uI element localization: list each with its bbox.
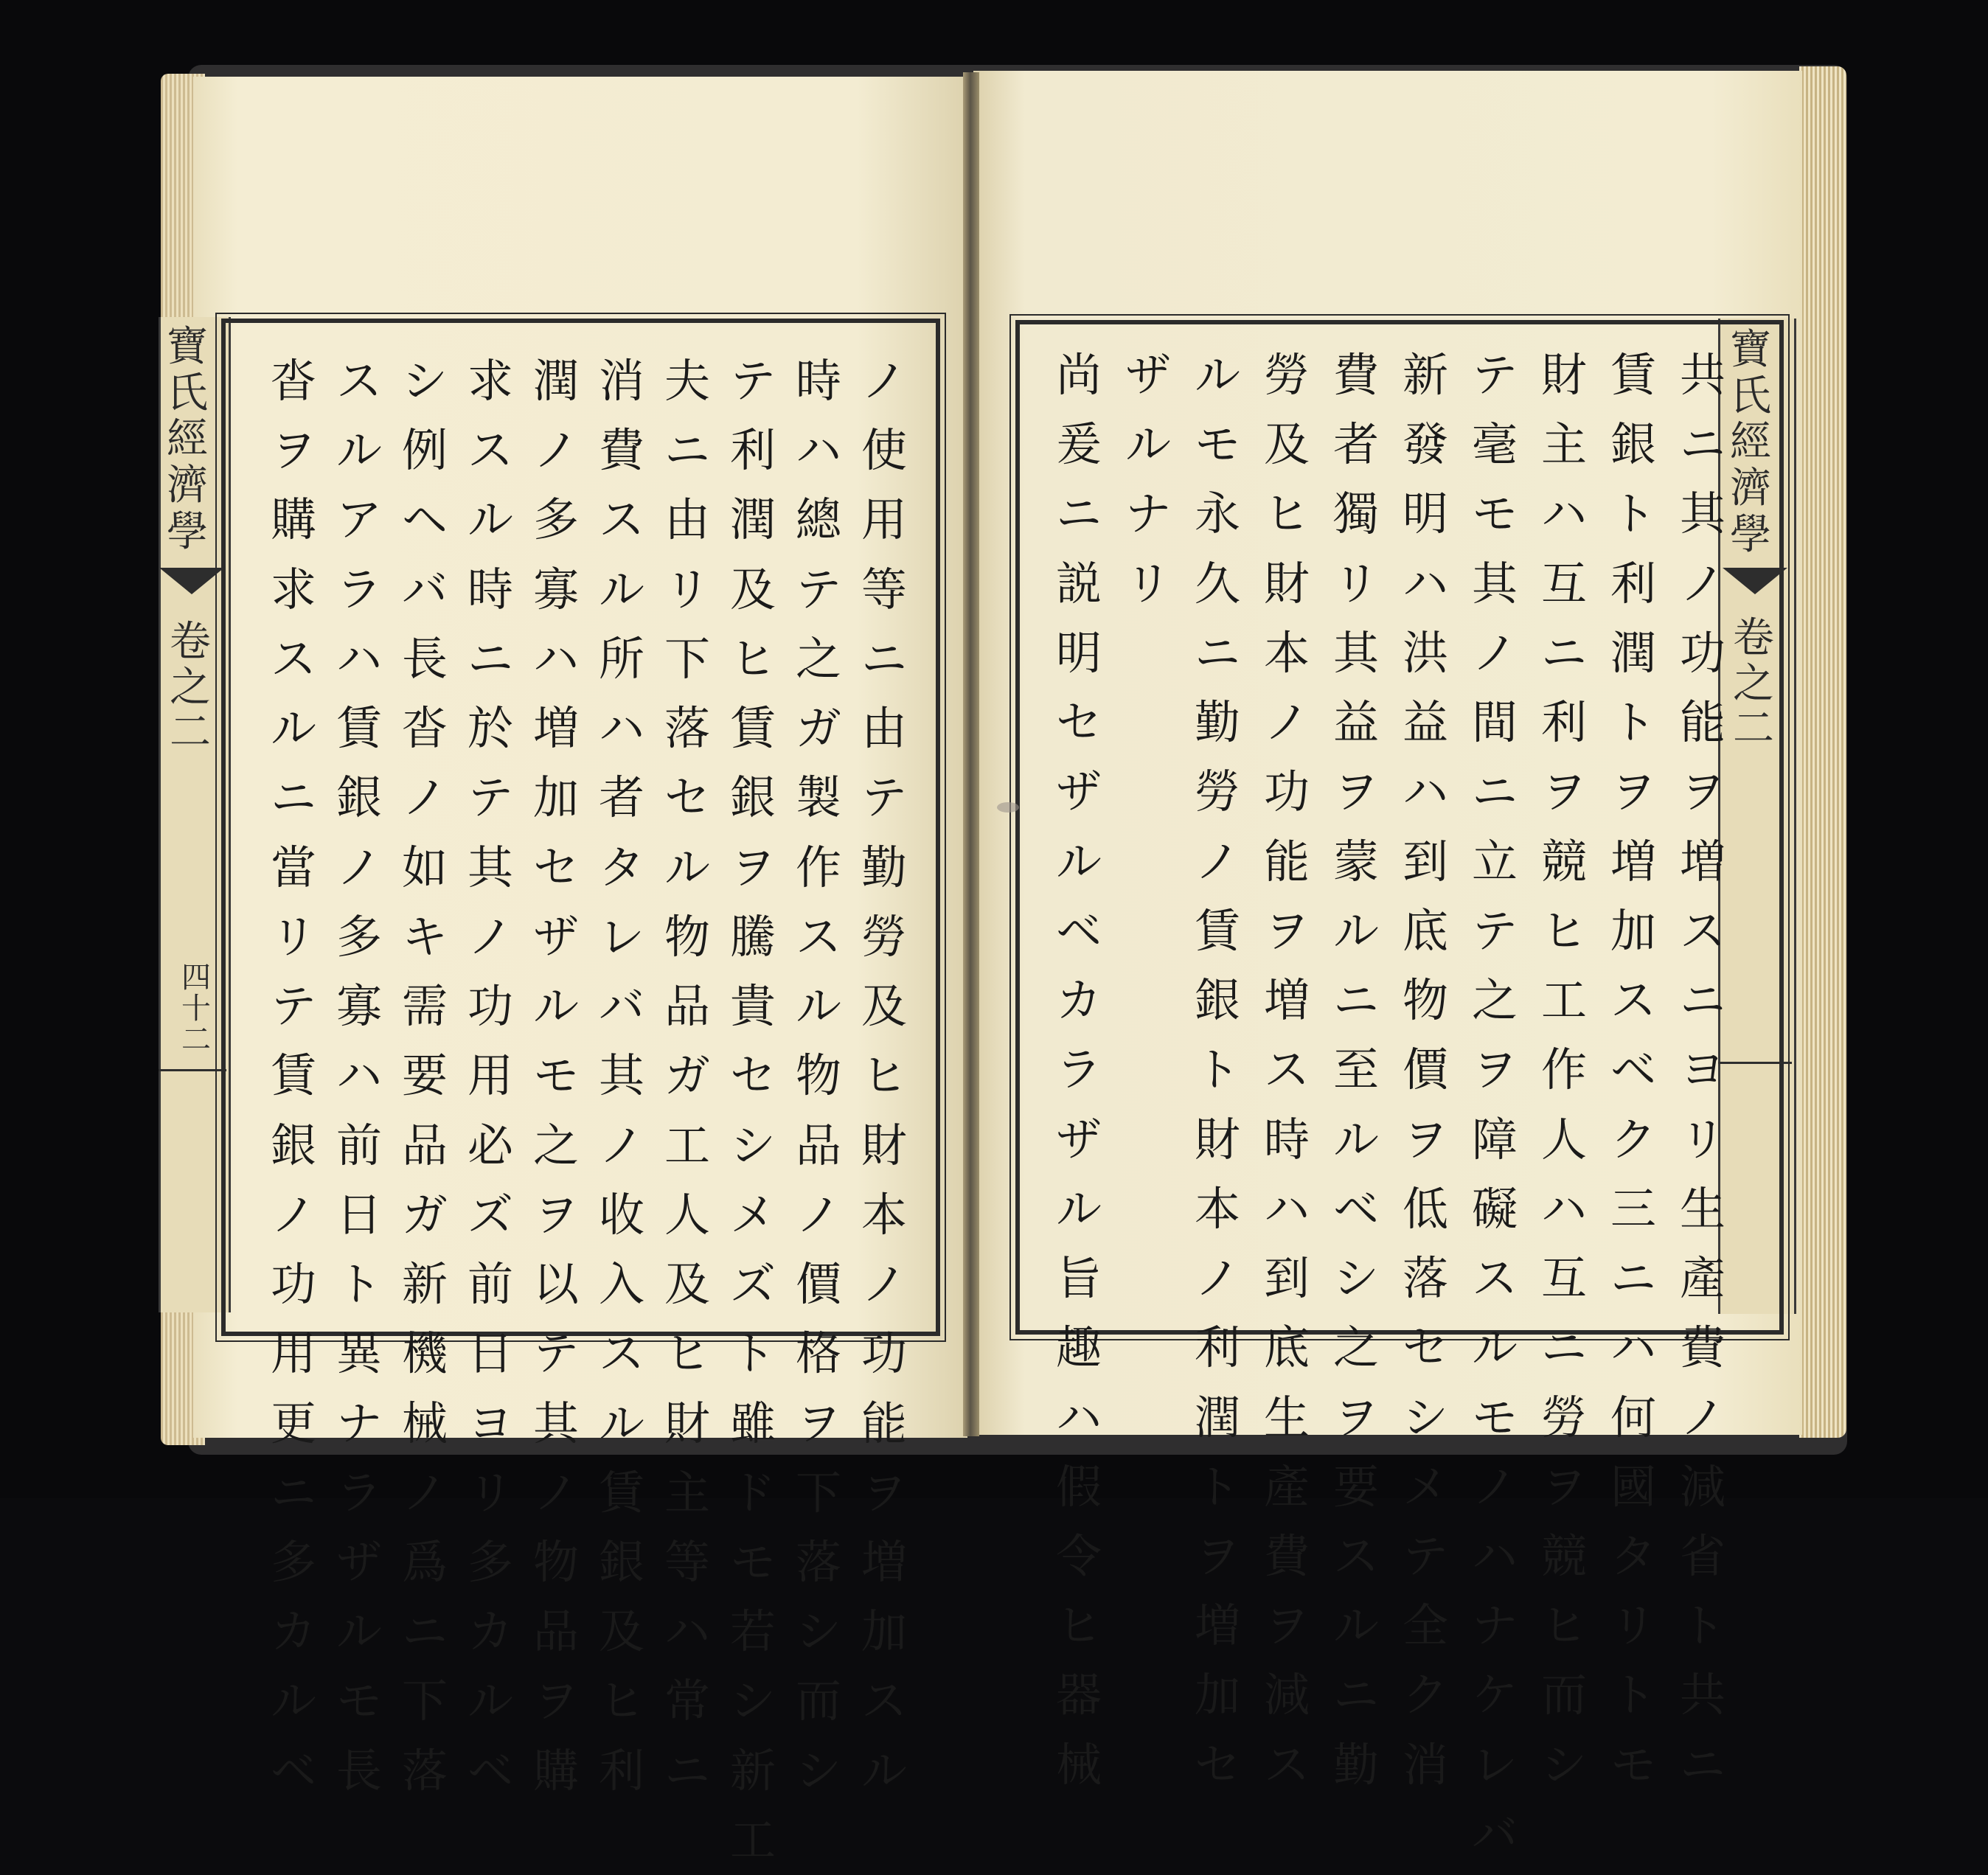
left-text-column: ス ル ア ラ ハ 賃 銀 ノ 多 寡 ハ 前 日 ト 異 ナ ラ ザ ル モ 長: [336, 354, 383, 1798]
left-text-column: 求 ス ル 時 ニ 於 テ 其 ノ 功 用 必 ズ 前 日 ヨ リ 多 カ ル ベ: [468, 354, 514, 1798]
right-text-column: ザ ル ナ リ: [1125, 348, 1172, 610]
right-text-column: 勞 及 ヒ 財 本 ノ 功 能 ヲ 増 ス 時 ハ 到 底 生 產 費 ヲ 減 ス: [1264, 348, 1310, 1792]
right-text-column: 尚 爰 ニ 説 明 セ ザ ル ベ カ ラ ザ ル 旨 趣 ハ 假 令 ヒ 器 械: [1056, 348, 1102, 1792]
ink-smudge: [997, 802, 1019, 813]
left-text-column: 沓 ヲ 購 求 ス ル ニ 當 リ テ 賃 銀 ノ 功 用 更 ニ 多 カ ル ベ: [271, 354, 317, 1798]
left-margin-volume: 卷 之 二: [170, 618, 211, 757]
left-text-column: テ 利 潤 及 ヒ 賃 銀 ヲ 騰 貴 セ シ メ ズ ト 雖 ド モ 若 シ 新 工: [730, 354, 776, 1867]
right-page-edges: [1799, 66, 1846, 1438]
left-text-column: 消 費 ス ル 所 ハ 者 タ レ バ 其 ノ 收 入 ス ル 賃 銀 及 ヒ 利: [599, 354, 645, 1798]
right-text-column: 費 者 獨 リ 其 益 ヲ 蒙 ル ニ 至 ル ベ シ 之 ヲ 要 ス ル ニ 勤: [1333, 348, 1380, 1792]
right-text-column: 賃 銀 ト 利 潤 ト ヲ 増 加 ス ベ ク 三 ニ ハ 何 國 タ リ ト モ: [1610, 348, 1657, 1792]
left-text-column: 潤 ノ 多 寡 ハ 増 加 セ ザ ル モ 之 ヲ 以 テ 其 ノ 物 品 ヲ 購: [533, 354, 580, 1798]
book-gutter: [963, 72, 979, 1436]
left-margin-title: 寶 氏 經 濟 學: [167, 323, 208, 556]
left-text-column: シ 例 ヘ バ 長 沓 ノ 如 キ 需 要 品 ガ 新 機 械 ノ 爲 ニ 下 落: [402, 354, 448, 1798]
right-margin-title: 寶 氏 經 濟 學: [1730, 326, 1771, 559]
left-text-column: 夫 ニ 由 リ 下 落 セ ル 物 品 ガ 工 人 及 ヒ 財 主 等 ハ 常 ニ: [664, 354, 711, 1798]
left-text-column: 時 ハ 總 テ 之 ガ 製 作 ス ル 物 品 ノ 價 格 ヲ 下 落 シ 而 シ: [796, 354, 842, 1798]
right-text-column: テ 毫 モ 其 ノ 間 ニ 立 テ 之 ヲ 障 礙 ス ル モ ノ ハ ナ ケ レ バ: [1472, 348, 1518, 1861]
right-text-column: 財 主 ハ 互 ニ 利 ヲ 競 ヒ 工 作 人 ハ 互 ニ 勞 ヲ 競 ヒ 而 シ: [1541, 348, 1588, 1792]
left-margin-page-number: 四 十 二: [181, 961, 211, 1057]
right-text-column: ル モ 永 久 ニ 勤 勞 ノ 賃 銀 ト 財 本 ノ 利 潤 ト ヲ 増 加 セ: [1195, 348, 1241, 1792]
right-text-column: 新 發 明 ハ 洪 益 ハ 到 底 物 價 ヲ 低 落 セ シ メ テ 全 ク 消: [1403, 348, 1449, 1792]
left-margin-rule: [159, 1069, 226, 1071]
right-margin-volume: 卷 之 二: [1733, 614, 1774, 754]
left-text-column: ノ 使 用 等 ニ 由 テ 勤 勞 及 ヒ 財 本 ノ 功 能 ヲ 増 加 ス ル: [861, 354, 908, 1798]
left-fishtail-mark: [159, 568, 224, 594]
right-text-column: 共 ニ 其 ノ 功 能 ヲ 増 ス ニ ヨ リ 生 產 費 ノ 減 省 ト 共 ニ: [1680, 348, 1726, 1792]
